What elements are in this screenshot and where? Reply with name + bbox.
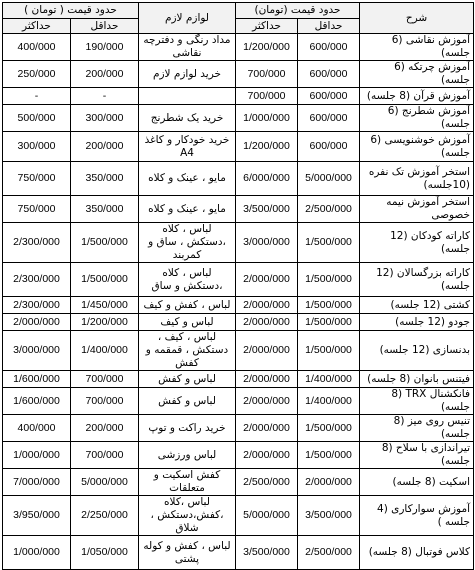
- row-class-min: 1/500/000: [298, 297, 360, 314]
- row-eq-min: 1/200/000: [71, 314, 139, 331]
- row-class-max: 2/000/000: [236, 297, 298, 314]
- row-class-min: 2/500/000: [298, 536, 360, 570]
- row-class-min: 3/500/000: [298, 496, 360, 536]
- table-row: [3, 388, 474, 415]
- table-body: [3, 34, 474, 570]
- header-description: شرح: [360, 3, 474, 34]
- row-description: بدنسازی (12 جلسه): [360, 331, 474, 371]
- table-row: [3, 442, 474, 469]
- row-class-min: 600/000: [298, 105, 360, 132]
- row-eq-min: 300/000: [71, 105, 139, 132]
- row-equipment: کفش اسکیت و متعلقات: [139, 469, 236, 496]
- row-equipment: لباس و کفش: [139, 371, 236, 388]
- row-eq-min: 200/000: [71, 132, 139, 162]
- table-row: [3, 371, 474, 388]
- row-description: استخر آموزش تک نفره (10جلسه): [360, 162, 474, 196]
- row-description: آموزش سوارکاری (4 جلسه ): [360, 496, 474, 536]
- row-description: کاراته بزرگسالان (12 جلسه): [360, 263, 474, 297]
- row-class-min: 600/000: [298, 61, 360, 88]
- row-equipment: مایو ، عینک و کلاه: [139, 196, 236, 223]
- row-eq-min: 700/000: [71, 388, 139, 415]
- row-class-max: 2/500/000: [236, 469, 298, 496]
- table-row: [3, 132, 474, 162]
- row-description: آموزش چرتکه (6 جلسه): [360, 61, 474, 88]
- row-class-min: 1/500/000: [298, 314, 360, 331]
- row-equipment: مایو ، عینک و کلاه: [139, 162, 236, 196]
- row-description: آموزش شطرنج (6 جلسه): [360, 105, 474, 132]
- row-equipment: لباس ورزشی: [139, 442, 236, 469]
- row-eq-max: 2/300/000: [3, 297, 71, 314]
- row-class-max: 2/000/000: [236, 388, 298, 415]
- header-equipment: لوازم لازم: [139, 3, 236, 34]
- row-eq-max: 1/000/000: [3, 536, 71, 570]
- row-class-min: 5/000/000: [298, 162, 360, 196]
- row-equipment: لباس ، کفش و کوله پشتی: [139, 536, 236, 570]
- row-equipment: لباس ، کلاه ،دستکش ، ساق و کمربند: [139, 223, 236, 263]
- row-description: تنیس روی میز (8 جلسه): [360, 415, 474, 442]
- header-eq-max: حداکثر: [3, 19, 71, 34]
- row-class-max: 6/000/000: [236, 162, 298, 196]
- row-description: اسکیت (8 جلسه): [360, 469, 474, 496]
- row-description: کاراته کودکان (12 جلسه): [360, 223, 474, 263]
- table-row: [3, 196, 474, 223]
- header-equipment-price-range: حدود قیمت ( تومان ): [3, 3, 139, 19]
- header-eq-min: حداقل: [71, 19, 139, 34]
- row-equipment: خرید راکت و توپ: [139, 415, 236, 442]
- row-eq-max: 1/600/000: [3, 388, 71, 415]
- row-eq-max: 400/000: [3, 34, 71, 61]
- table-row: [3, 105, 474, 132]
- row-eq-min: 190/000: [71, 34, 139, 61]
- table-row: [3, 536, 474, 570]
- row-class-min: 1/400/000: [298, 388, 360, 415]
- row-class-max: 2/000/000: [236, 442, 298, 469]
- row-class-max: 1/200/000: [236, 132, 298, 162]
- row-equipment: خرید خودکار و کاغذ A4: [139, 132, 236, 162]
- header-class-price-range: حدود قیمت (تومان): [236, 3, 360, 19]
- table-row: [3, 415, 474, 442]
- row-eq-max: 2/000/000: [3, 314, 71, 331]
- row-equipment: خرید لوازم لازم: [139, 61, 236, 88]
- row-class-min: 1/500/000: [298, 263, 360, 297]
- header-row: [3, 3, 474, 19]
- table-row: [3, 496, 474, 536]
- table-row: [3, 263, 474, 297]
- row-class-min: 1/500/000: [298, 223, 360, 263]
- row-class-min: 600/000: [298, 34, 360, 61]
- row-eq-max: 300/000: [3, 132, 71, 162]
- row-class-min: 1/500/000: [298, 442, 360, 469]
- row-eq-max: 1/000/000: [3, 442, 71, 469]
- row-equipment: لباس و کفش: [139, 388, 236, 415]
- row-description: آموزش قرآن (8 جلسه): [360, 88, 474, 105]
- price-table: [2, 2, 474, 570]
- row-eq-min: 1/500/000: [71, 223, 139, 263]
- row-class-max: 2/000/000: [236, 331, 298, 371]
- row-class-min: 2/000/000: [298, 469, 360, 496]
- row-eq-min: 1/500/000: [71, 263, 139, 297]
- row-description: تیراندازی با سلاح (8 جلسه): [360, 442, 474, 469]
- price-table-container: [2, 2, 473, 570]
- row-eq-max: 2/300/000: [3, 263, 71, 297]
- row-equipment: لباس ، کفش و کیف: [139, 297, 236, 314]
- row-class-max: 3/500/000: [236, 196, 298, 223]
- header-class-min: حداقل: [298, 19, 360, 34]
- table-row: [3, 314, 474, 331]
- row-eq-min: 1/450/000: [71, 297, 139, 314]
- row-eq-min: 700/000: [71, 442, 139, 469]
- row-class-max: 2/000/000: [236, 371, 298, 388]
- row-eq-max: -: [3, 88, 71, 105]
- row-eq-max: 1/600/000: [3, 371, 71, 388]
- row-eq-min: 350/000: [71, 162, 139, 196]
- row-equipment: لباس ،کلاه ،کفش،دستکش ، شلاق: [139, 496, 236, 536]
- row-eq-min: 200/000: [71, 61, 139, 88]
- row-class-max: 2/000/000: [236, 263, 298, 297]
- row-eq-min: 350/000: [71, 196, 139, 223]
- row-description: آموزش نقاشی (6 جلسه): [360, 34, 474, 61]
- row-equipment: لباس ، کیف ، دستکش ، قمقمه و کفش: [139, 331, 236, 371]
- row-class-max: 2/000/000: [236, 415, 298, 442]
- table-row: [3, 469, 474, 496]
- row-equipment: لباس و کیف: [139, 314, 236, 331]
- table-row: [3, 331, 474, 371]
- row-class-max: 700/000: [236, 88, 298, 105]
- row-class-min: 600/000: [298, 88, 360, 105]
- row-class-min: 600/000: [298, 132, 360, 162]
- row-equipment: خرید یک شطرنج: [139, 105, 236, 132]
- row-description: جودو (12 جلسه): [360, 314, 474, 331]
- row-class-max: 2/000/000: [236, 314, 298, 331]
- row-equipment: مداد رنگی و دفترچه نقاشی: [139, 34, 236, 61]
- row-eq-max: 2/300/000: [3, 223, 71, 263]
- table-row: [3, 162, 474, 196]
- table-row: [3, 88, 474, 105]
- row-eq-max: 3/950/000: [3, 496, 71, 536]
- row-class-min: 1/400/000: [298, 371, 360, 388]
- row-description: کشتی (12 جلسه): [360, 297, 474, 314]
- row-class-min: 2/500/000: [298, 196, 360, 223]
- row-description: استخر آموزش نیمه خصوصی: [360, 196, 474, 223]
- row-class-max: 5/000/000: [236, 496, 298, 536]
- row-class-max: 3/000/000: [236, 223, 298, 263]
- row-eq-min: 1/400/000: [71, 331, 139, 371]
- row-eq-max: 250/000: [3, 61, 71, 88]
- row-eq-max: 400/000: [3, 415, 71, 442]
- row-eq-min: 700/000: [71, 371, 139, 388]
- table-row: [3, 34, 474, 61]
- row-eq-min: 2/250/000: [71, 496, 139, 536]
- table-row: [3, 223, 474, 263]
- row-description: کلاس فوتبال (8 جلسه): [360, 536, 474, 570]
- row-class-max: 3/500/000: [236, 536, 298, 570]
- row-eq-min: -: [71, 88, 139, 105]
- header-class-max: حداکثر: [236, 19, 298, 34]
- row-class-min: 1/500/000: [298, 415, 360, 442]
- row-eq-max: 750/000: [3, 196, 71, 223]
- row-class-min: 1/500/000: [298, 331, 360, 371]
- row-class-max: 1/200/000: [236, 34, 298, 61]
- row-description: فیتنس بانوان (8 جلسه): [360, 371, 474, 388]
- row-eq-min: 200/000: [71, 415, 139, 442]
- row-equipment: لباس ، کلاه ،دستکش و ساق: [139, 263, 236, 297]
- row-eq-max: 7/000/000: [3, 469, 71, 496]
- row-description: آموزش خوشنویسی (6 جلسه): [360, 132, 474, 162]
- table-row: [3, 61, 474, 88]
- table-row: [3, 297, 474, 314]
- row-eq-min: 5/000/000: [71, 469, 139, 496]
- row-class-max: 1/000/000: [236, 105, 298, 132]
- row-description: فانکشنال TRX (8 جلسه): [360, 388, 474, 415]
- row-equipment: [139, 88, 236, 105]
- row-class-max: 700/000: [236, 61, 298, 88]
- row-eq-min: 1/050/000: [71, 536, 139, 570]
- row-eq-max: 3/000/000: [3, 331, 71, 371]
- row-eq-max: 500/000: [3, 105, 71, 132]
- row-eq-max: 750/000: [3, 162, 71, 196]
